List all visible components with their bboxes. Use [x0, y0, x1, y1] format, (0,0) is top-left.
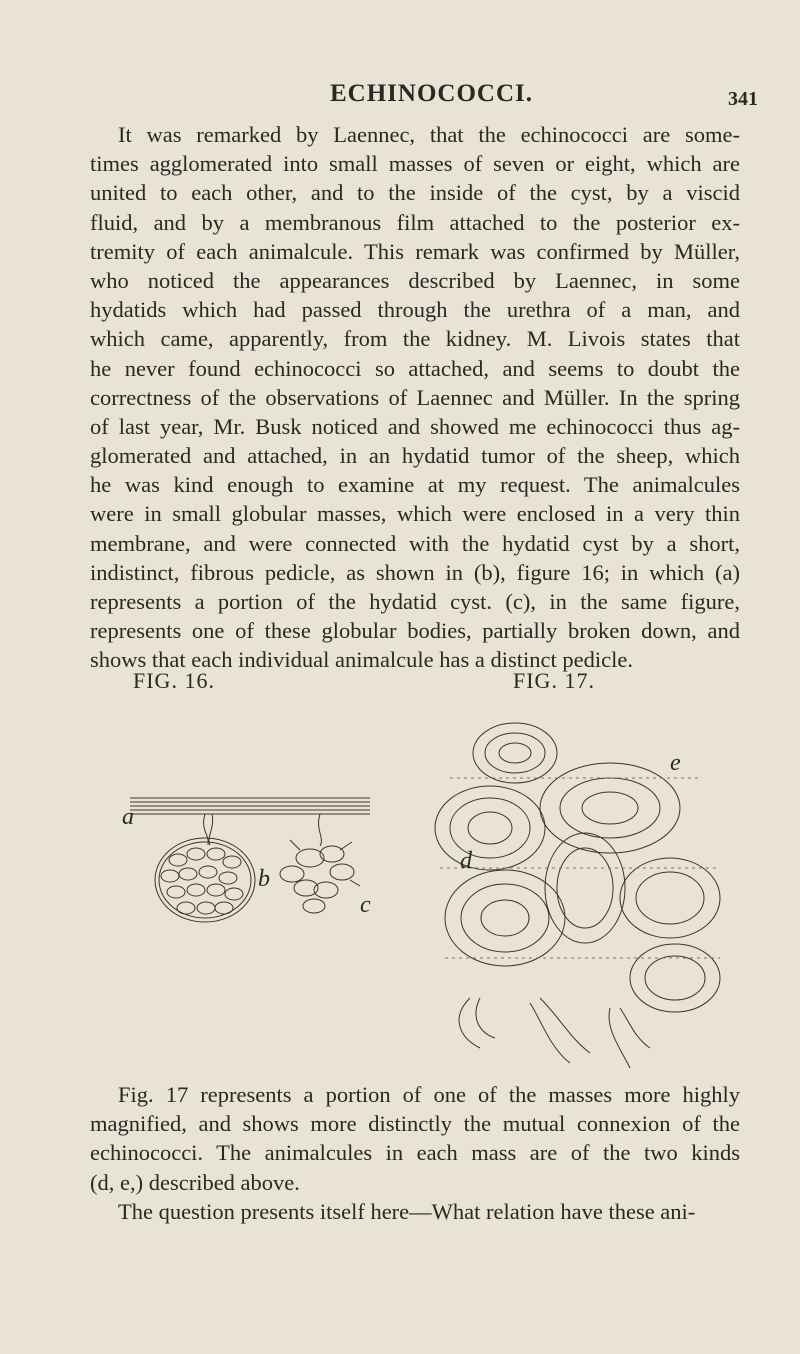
text-line: glomerated and attached, in an hydatid tumor of the sheep, which	[90, 443, 740, 469]
text-line: united to each other, and to the inside of the cyst, by a viscid	[90, 180, 740, 206]
text-line: of last year, Mr. Busk noticed and showed me echinococci thus ag-	[90, 413, 740, 439]
figure-16-label-c: c	[360, 892, 371, 918]
text-line: correctness of the observations of Laennec and Müller. In the spring	[90, 384, 740, 410]
text-line: were in small globular masses, which were enclosed in a very thin	[90, 501, 740, 527]
paragraph-1	[90, 120, 740, 675]
text-line: membrane, and were connected with the hydatid cyst by a short,	[90, 530, 740, 556]
text-line: magnified, and shows more distinctly the mutual connexion of the	[90, 1111, 740, 1137]
text-line: indistinct, fibrous pedicle, as shown in (b), figure 16; in which (a)	[90, 559, 740, 585]
text-line: who noticed the appearances described by Laennec, in some	[90, 267, 740, 293]
figure-16-illustration	[120, 790, 390, 940]
figure-16-label-a: a	[122, 804, 134, 830]
text-line: (d, e,) described above.	[90, 1169, 300, 1195]
text-line: It was remarked by Laennec, that the echinococci are some-	[118, 122, 740, 147]
text-line: echinococci. The animalcules in each mass are of the two kinds	[90, 1140, 740, 1166]
text-line: he was kind enough to examine at my request. The animalcules	[90, 472, 740, 498]
text-line: hydatids which had passed through the urethra of a man, and	[90, 297, 740, 323]
paragraph-2	[90, 1080, 740, 1226]
text-line: times agglomerated into small masses of seven or eight, which are	[90, 151, 740, 177]
figure-17-caption: FIG. 17.	[513, 668, 595, 693]
text-line: fluid, and by a membranous film attached to the posterior ex-	[90, 209, 740, 235]
text-line: represents one of these globular bodies, partially broken down, and	[90, 618, 740, 644]
text-line: shows that each individual animalcule has a distinct pedicle.	[90, 647, 633, 673]
page-number: 341	[728, 88, 758, 110]
figure-16-caption: FIG. 16.	[133, 668, 215, 693]
figure-17-label-d: d	[460, 848, 472, 874]
text-line: he never found echinococci so attached, and seems to doubt the	[90, 355, 740, 381]
figure-17-drawing	[420, 718, 740, 1078]
text-line: tremity of each animalcule. This remark was confirmed by Müller,	[90, 238, 740, 264]
text-line: represents a portion of the hydatid cyst. (c), in the same figure,	[90, 589, 740, 614]
text-line: which came, apparently, from the kidney. M. Livois states that	[90, 326, 740, 352]
figure-16-label-b: b	[258, 866, 270, 892]
figure-17-label-e: e	[670, 750, 681, 776]
running-title: ECHINOCOCCI.	[330, 80, 533, 107]
text-line: Fig. 17 represents a portion of one of the masses more highly	[118, 1082, 740, 1107]
figure-17-illustration	[420, 718, 740, 1078]
figure-16-drawing	[120, 790, 390, 940]
running-head	[0, 80, 800, 114]
text-line: The question presents itself here—What relation have these ani-	[118, 1198, 696, 1224]
